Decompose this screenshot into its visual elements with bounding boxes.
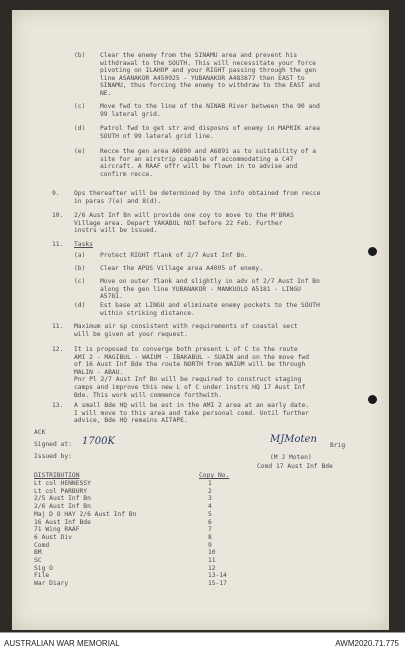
para-number: (c) xyxy=(74,103,86,110)
distribution-recipient: 6 Aust Div xyxy=(34,533,72,541)
para-text-line: Est base at LINGU and eliminate enemy pockets to the SOUTH xyxy=(100,302,320,309)
distribution-recipient: Comd xyxy=(34,541,50,549)
distribution-copy-no: 11 xyxy=(208,557,216,564)
distribution-recipient: File xyxy=(34,572,50,580)
distribution-recipient: Maj D O HAY 2/6 Aust Inf Bn xyxy=(34,510,137,518)
distribution-copy-no: 13-14 xyxy=(208,572,227,580)
para-text-line: in paras 7(e) and 8(d). xyxy=(74,197,162,205)
footer-accession: AWM2020.71.775 xyxy=(335,639,399,648)
document-page xyxy=(12,10,389,630)
distribution-recipient: Sig O xyxy=(34,564,53,572)
para-text-line: Move fwd to the line of the NINAB River between the 90 and xyxy=(100,103,320,110)
para-text-line: instrs will be issued. xyxy=(74,227,158,235)
para-number: (a) xyxy=(74,252,86,259)
distribution-recipient: 71 Wing RAAF xyxy=(34,526,80,534)
para-text-line: line ASANAKOR A450925 - YUBANAKOR A483877 then EAST to xyxy=(100,74,305,82)
rank-label: Brig xyxy=(330,442,346,449)
issued-by-label: Issued by: xyxy=(34,453,72,460)
distribution-copy-no: 10 xyxy=(208,549,216,557)
para-text-line: Patrol fwd to get str and disposns of enemy in MAPRIK area xyxy=(100,125,320,132)
para-text-line: pivoting on ILAHOP and your RIGHT passing through the gen xyxy=(100,67,317,75)
para-number: 11. xyxy=(52,323,64,330)
para-text-line: Move on outer flank and slightly in adv of 2/7 Aust Inf Bn xyxy=(100,278,320,285)
signed-time: 1700K xyxy=(82,436,115,447)
distribution-copy-no: 7 xyxy=(208,526,212,534)
distribution-recipient: 2/5 Aust Inf Bn xyxy=(34,495,91,503)
distribution-recipient: 16 Aust Inf Bde xyxy=(34,518,91,526)
para-text-line: Bde. This work will commence forthwith. xyxy=(74,391,222,399)
punch-hole-bottom xyxy=(368,395,377,404)
distribution-copy-no: 3 xyxy=(208,495,212,503)
distribution-recipient: 2/6 Aust Inf Bn xyxy=(34,503,91,511)
para-text-line: aircraft. A RAAF offr will be flown in to advise and xyxy=(100,163,298,171)
distribution-recipient: SC xyxy=(34,557,42,564)
para-number: (d) xyxy=(74,302,86,309)
para-text-line: site for an airstrip capable of accommodating a C47 xyxy=(100,155,294,163)
para-text-line: A5781. xyxy=(100,293,123,301)
distribution-recipient: Lt col PARBURY xyxy=(34,487,88,495)
para-text-line: withdrawal to the SOUTH. This will necessitate your force xyxy=(100,59,317,67)
para-text-line: 2/6 Aust Inf Bn will provide one coy to move to the M'BRAS xyxy=(74,212,294,219)
para-heading: Tasks xyxy=(74,241,93,248)
distribution-copy-no: 5 xyxy=(208,510,212,518)
para-number: 11. xyxy=(52,241,64,248)
signature: MJMoten xyxy=(270,434,317,445)
para-text-line: will be given at your request. xyxy=(74,330,188,338)
distribution-copy-no: 1 xyxy=(208,480,212,487)
distribution-recipient: War Diary xyxy=(34,580,69,588)
para-text-line: NE. xyxy=(100,90,112,97)
distribution-copy-no: 9 xyxy=(208,541,212,549)
distribution-copy-no: 2 xyxy=(208,487,212,495)
para-text-line: within striking distance. xyxy=(100,309,195,317)
para-text-line: A small Bde HQ will be est in the AMI 2 area at an early date. xyxy=(74,402,310,409)
copy-header: Copy No. xyxy=(199,472,230,479)
para-text-line: 99 lateral grid. xyxy=(100,110,161,118)
para-number: (b) xyxy=(74,52,86,59)
signed-at-label: Signed at: xyxy=(34,441,72,448)
para-number: (d) xyxy=(74,125,86,132)
footer-credit: AUSTRALIAN WAR MEMORIAL xyxy=(4,639,120,648)
distribution-copy-no: 15-17 xyxy=(208,580,227,588)
para-number: 13. xyxy=(52,402,64,409)
distribution-copy-no: 8 xyxy=(208,533,212,541)
para-number: 9. xyxy=(52,190,60,197)
para-text-line: confirm recce. xyxy=(100,170,154,178)
para-text-line: of 16 Aust Inf Bde the route NORTH from WAIUM will be through xyxy=(74,361,306,369)
para-text-line: Village area. Depart YAKABUL NOT before 22 Feb. Further xyxy=(74,219,283,227)
para-text-line: It is proposed to converge both present L of C to the route xyxy=(74,346,298,353)
para-text-line: Maximum air sp consistent with requirements of coastal sect xyxy=(74,323,298,330)
distribution-copy-no: 6 xyxy=(208,518,212,526)
para-number: 12. xyxy=(52,346,64,353)
signatory-title: Comd 17 Aust Inf Bde xyxy=(257,463,333,470)
para-text-line: advice, Bde HQ remains AITAPE. xyxy=(74,417,188,425)
para-number: (b) xyxy=(74,265,86,272)
ack-label: ACK xyxy=(34,429,46,436)
footer-bar xyxy=(0,632,405,654)
para-text-line: Recce the gen area A6890 and A6891 as to suitability of a xyxy=(100,148,317,155)
para-text-line: SOUTH of 99 lateral grid line. xyxy=(100,132,214,140)
punch-hole-top xyxy=(368,247,377,256)
para-text-line: Ops thereafter will be determined by the info obtained from recce xyxy=(74,190,321,197)
distribution-title: DISTRIBUTION xyxy=(34,472,80,479)
distribution-recipient: BM xyxy=(34,549,42,557)
para-text-line: Protect RIGHT flank of 2/7 Aust Inf Bn. xyxy=(100,252,248,259)
para-text-line: Clear the APOS Village area A4095 of enemy. xyxy=(100,265,264,272)
para-text-line: SINAMU, thus forcing the enemy to withdraw to the EAST and xyxy=(100,82,320,90)
para-number: (e) xyxy=(74,148,86,155)
signatory-name: (M J Moten) xyxy=(270,454,312,461)
para-number: 10. xyxy=(52,212,64,219)
para-text-line: I will move to this area and take personal comd. Until further xyxy=(74,409,310,417)
para-text-line: MALIN - ABAU. xyxy=(74,368,124,376)
para-text-line: AMI 2 - MAGIBUL - WAIUM - IBAKABUL - SUAIN and on the move fwd xyxy=(74,353,310,361)
para-text-line: Pnr Pl 2/7 Aust Inf Bn will be required to construct staging xyxy=(74,376,302,384)
distribution-recipient: Lt col HENNESSY xyxy=(34,480,91,487)
para-number: (c) xyxy=(74,278,86,285)
distribution-copy-no: 12 xyxy=(208,564,216,572)
para-text-line: camps and improve this new L of C under instrs HQ 17 Aust Inf xyxy=(74,384,306,391)
para-text-line: along the gen line YUBANAKOR - MANKUOLO A5181 - LINGU xyxy=(100,285,301,293)
distribution-copy-no: 4 xyxy=(208,503,212,511)
para-text-line: Clear the enemy from the SINAMU area and prevent his xyxy=(100,52,298,59)
